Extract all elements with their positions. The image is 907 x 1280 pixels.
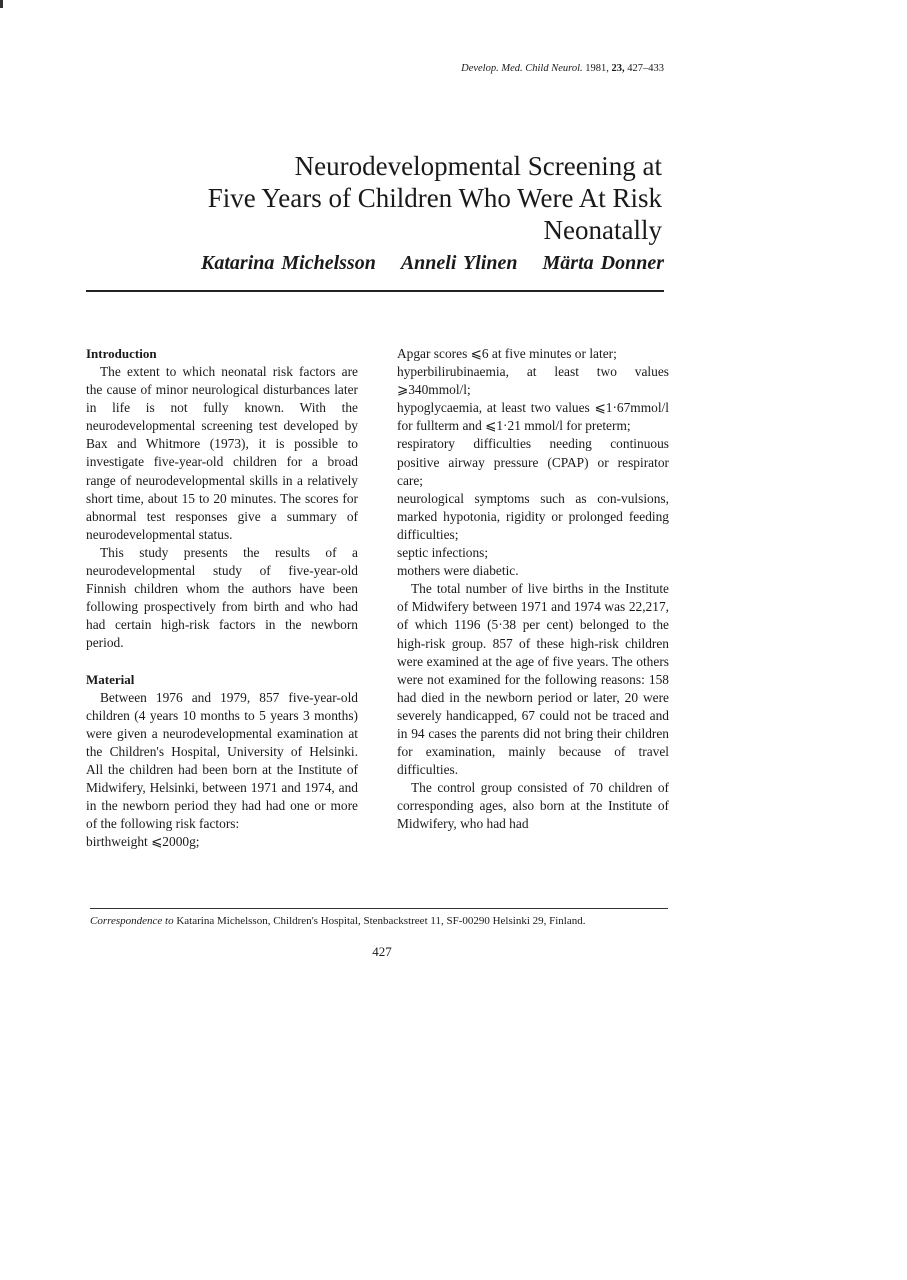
paragraph: This study presents the results of a neurodevelopmental study of five-year-old Finnish children whom the authors have been following prospectively from birth and who had had certain high-risk factors in the newborn period. [86, 544, 358, 651]
correspondence-footnote [90, 915, 672, 928]
section-spacer [86, 653, 358, 671]
paragraph: The control group consisted of 70 children of corresponding ages, also born at the Institute of Midwifery, who had had [397, 780, 669, 832]
journal-name: Develop. Med. Child Neurol. [461, 63, 583, 74]
paragraph: The extent to which neonatal risk factors are the cause of minor neurological disturbances later in life is not fully known. With the neurodevelopmental screening test developed by Bax and Whitmore (1973), it is possible to investigate five-year-old children for a broad range of neurodevelopmental skills in a relatively short time, about 15 to 20 minutes. The scores for abnormal test responses give a summary of neurodevelopmental status. [86, 364, 358, 542]
right-column [397, 345, 669, 834]
paragraph: The total number of live births in the Institute of Midwifery between 1971 and 1974 was 22,217, of which 1196 (5·38 per cent) belonged to the high-risk group. 857 of these high-risk children were examined at the age of five years. The others were not examined for the following reasons: 158 had died in the newborn period or later, 20 were severely handicapped, 67 could not be traced and in 94 cases the parents did not bring their children for examination, mainly because of travel difficulties. [397, 581, 669, 778]
risk-factor-item: birthweight ⩽2000g; [86, 834, 200, 850]
title-line-1: Neurodevelopmental Screening at [294, 151, 662, 181]
journal-citation [380, 63, 664, 74]
journal-volume: 23, [611, 63, 625, 74]
author-name: Märta Donner [542, 252, 664, 274]
title-line-3: Neonatally [543, 215, 662, 245]
author-name: Anneli Ylinen [400, 252, 518, 274]
footnote-text: Katarina Michelsson, Children's Hospital, Stenbackstreet 11, SF-00290 Helsinki 29, Finland. [176, 915, 586, 927]
journal-year: 1981, [585, 63, 609, 74]
risk-factor-item: hypoglycaemia, at least two values ⩽1·67mmol/l for fullterm and ⩽1·21 mmol/l for preterm; [397, 400, 669, 434]
author-list [100, 252, 664, 275]
footnote-label: Correspondence to [90, 915, 174, 927]
page-number: 427 [372, 944, 392, 959]
section-heading-introduction: Introduction [86, 346, 157, 361]
risk-factor-item: septic infections; [397, 545, 489, 561]
left-column [86, 345, 358, 851]
article-title [100, 150, 662, 246]
scan-corner-mark [0, 0, 3, 8]
paragraph: Between 1976 and 1979, 857 five-year-old children (4 years 10 months to 5 years 3 months) were given a neurodevelopmental examination at the Children's Hospital, University of Helsinki. All the children had been born at the Institute of Midwifery, Helsinki, between 1971 and 1974, and in the newborn period they had had one or more of the following risk factors: [86, 689, 358, 832]
title-divider [86, 290, 664, 292]
footnote-divider [90, 908, 668, 909]
risk-factor-item: mothers were diabetic. [397, 563, 519, 579]
title-line-2: Five Years of Children Who Were At Risk [207, 183, 662, 213]
risk-factor-item: hyperbilirubinaemia, at least two values ⩾340mmol/l; [397, 364, 669, 398]
journal-pages: 427–433 [627, 63, 664, 74]
risk-factor-item: neurological symptoms such as con-vulsions, marked hypotonia, rigidity or prolonged feeding difficulties; [397, 490, 669, 542]
risk-factor-item: Apgar scores ⩽6 at five minutes or later; [397, 346, 617, 361]
section-heading-material: Material [86, 671, 135, 687]
risk-factor-item: respiratory difficulties needing continuous positive airway pressure (CPAP) or respirator care; [397, 436, 669, 488]
author-name: Katarina Michelsson [201, 252, 376, 274]
risk-factor-list [397, 345, 669, 580]
